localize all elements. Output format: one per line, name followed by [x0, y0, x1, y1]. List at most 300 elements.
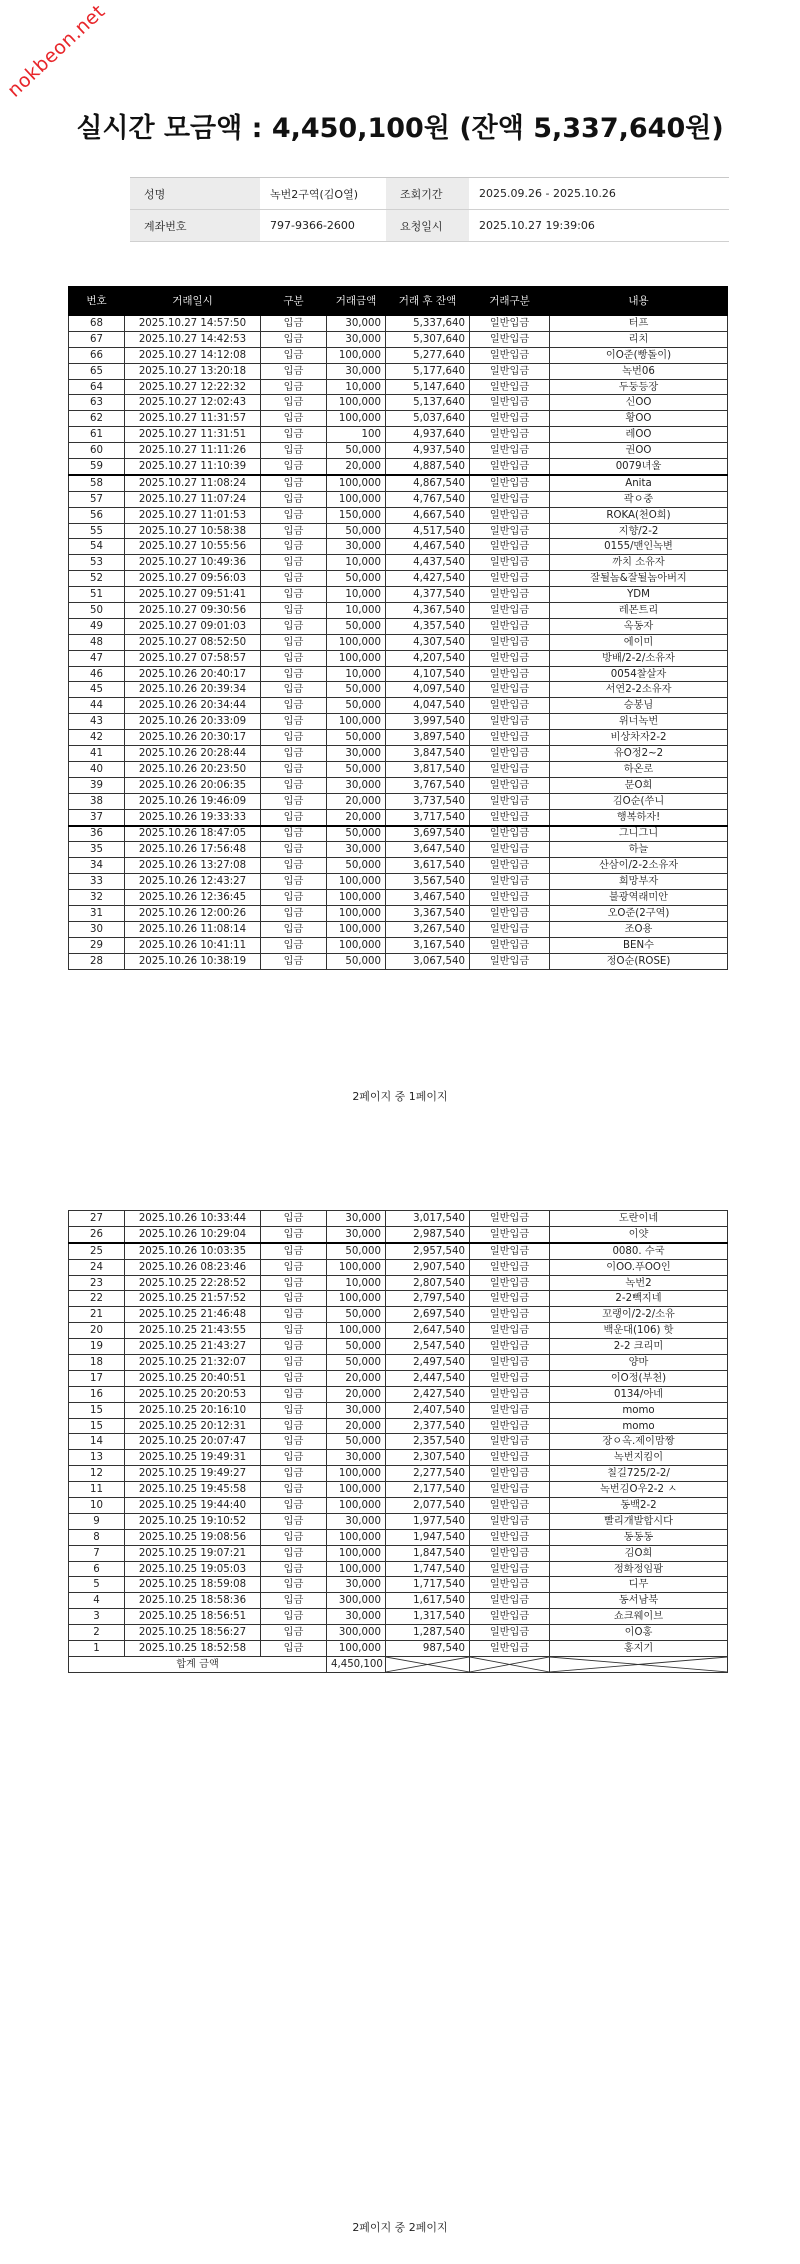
row-number: 45 [69, 682, 125, 698]
row-type: 입금 [261, 1243, 327, 1259]
table-row [69, 603, 728, 619]
row-number: 68 [69, 316, 125, 332]
row-datetime: 2025.10.26 20:28:44 [125, 746, 261, 762]
row-type: 입금 [261, 682, 327, 698]
row-amount: 100,000 [327, 890, 386, 906]
row-amount: 10,000 [327, 666, 386, 682]
row-number: 11 [69, 1482, 125, 1498]
table-row [69, 826, 728, 842]
row-number: 67 [69, 331, 125, 347]
header-number: 번호 [69, 287, 125, 316]
row-type: 입금 [261, 1498, 327, 1514]
row-amount: 30,000 [327, 1226, 386, 1242]
row-memo: 문O희 [550, 777, 728, 793]
row-datetime: 2025.10.25 22:28:52 [125, 1275, 261, 1291]
row-number: 27 [69, 1211, 125, 1227]
table-row [69, 634, 728, 650]
table-row [69, 507, 728, 523]
row-type: 입금 [261, 1402, 327, 1418]
row-memo: 도란이네 [550, 1211, 728, 1227]
row-number: 37 [69, 809, 125, 825]
table-row [69, 905, 728, 921]
row-category: 일반입금 [470, 347, 550, 363]
row-datetime: 2025.10.27 14:57:50 [125, 316, 261, 332]
row-balance: 2,177,540 [386, 1482, 470, 1498]
row-balance: 4,437,540 [386, 555, 470, 571]
row-balance: 2,407,540 [386, 1402, 470, 1418]
row-number: 42 [69, 730, 125, 746]
row-type: 입금 [261, 347, 327, 363]
row-type: 입금 [261, 459, 327, 475]
row-number: 20 [69, 1323, 125, 1339]
table-row [69, 746, 728, 762]
row-number: 12 [69, 1466, 125, 1482]
row-memo: 그니그니 [550, 826, 728, 842]
row-type: 입금 [261, 363, 327, 379]
row-memo: 불광역래미안 [550, 890, 728, 906]
row-datetime: 2025.10.26 17:56:48 [125, 842, 261, 858]
row-type: 입금 [261, 1355, 327, 1371]
row-category: 일반입금 [470, 1625, 550, 1641]
row-datetime: 2025.10.25 20:40:51 [125, 1370, 261, 1386]
row-category: 일반입금 [470, 650, 550, 666]
row-balance: 4,517,540 [386, 523, 470, 539]
row-type: 입금 [261, 1641, 327, 1657]
row-category: 일반입금 [470, 905, 550, 921]
name-label: 성명 [130, 178, 260, 210]
table-row [69, 937, 728, 953]
table-row [69, 475, 728, 491]
name-value: 녹번2구역(김O열) [260, 178, 386, 210]
row-datetime: 2025.10.25 19:44:40 [125, 1498, 261, 1514]
header-type: 구분 [261, 287, 327, 316]
row-memo: 에이미 [550, 634, 728, 650]
row-number: 30 [69, 921, 125, 937]
row-type: 입금 [261, 650, 327, 666]
row-category: 일반입금 [470, 921, 550, 937]
row-category: 일반입금 [470, 316, 550, 332]
row-number: 4 [69, 1593, 125, 1609]
table-row [69, 1275, 728, 1291]
total-label: 합계 금액 [69, 1656, 327, 1672]
table-row [69, 1561, 728, 1577]
row-number: 58 [69, 475, 125, 491]
table-row [69, 1323, 728, 1339]
row-amount: 20,000 [327, 1418, 386, 1434]
table-row [69, 443, 728, 459]
row-number: 49 [69, 618, 125, 634]
row-type: 입금 [261, 746, 327, 762]
table-row [69, 1291, 728, 1307]
row-category: 일반입금 [470, 746, 550, 762]
table-row [69, 921, 728, 937]
row-balance: 5,307,640 [386, 331, 470, 347]
row-memo: 까치 소유자 [550, 555, 728, 571]
row-balance: 4,377,540 [386, 587, 470, 603]
row-memo: 녹번06 [550, 363, 728, 379]
row-balance: 4,307,540 [386, 634, 470, 650]
row-balance: 3,647,540 [386, 842, 470, 858]
row-balance: 5,037,640 [386, 411, 470, 427]
row-category: 일반입금 [470, 475, 550, 491]
row-amount: 150,000 [327, 507, 386, 523]
row-amount: 100,000 [327, 1529, 386, 1545]
row-type: 입금 [261, 1625, 327, 1641]
row-balance: 1,617,540 [386, 1593, 470, 1609]
row-datetime: 2025.10.25 19:49:31 [125, 1450, 261, 1466]
row-category: 일반입금 [470, 1275, 550, 1291]
row-amount: 50,000 [327, 1307, 386, 1323]
row-category: 일반입금 [470, 555, 550, 571]
row-memo: 지향/2-2 [550, 523, 728, 539]
row-type: 입금 [261, 1577, 327, 1593]
row-category: 일반입금 [470, 1370, 550, 1386]
row-amount: 30,000 [327, 316, 386, 332]
row-balance: 2,797,540 [386, 1291, 470, 1307]
row-amount: 30,000 [327, 746, 386, 762]
request-value: 2025.10.27 19:39:06 [469, 210, 729, 242]
table-row [69, 874, 728, 890]
row-memo: 녹번2 [550, 1275, 728, 1291]
row-datetime: 2025.10.26 20:33:09 [125, 714, 261, 730]
row-category: 일반입금 [470, 1307, 550, 1323]
row-amount: 100,000 [327, 1545, 386, 1561]
row-balance: 3,267,540 [386, 921, 470, 937]
row-type: 입금 [261, 1545, 327, 1561]
row-amount: 100,000 [327, 411, 386, 427]
row-category: 일반입금 [470, 890, 550, 906]
row-category: 일반입금 [470, 1482, 550, 1498]
row-memo: 정화정임팜 [550, 1561, 728, 1577]
row-amount: 10,000 [327, 1275, 386, 1291]
row-type: 입금 [261, 443, 327, 459]
row-type: 입금 [261, 507, 327, 523]
row-amount: 100,000 [327, 1498, 386, 1514]
row-category: 일반입금 [470, 1418, 550, 1434]
row-category: 일반입금 [470, 507, 550, 523]
row-memo: 양마 [550, 1355, 728, 1371]
row-memo: 레몬트리 [550, 603, 728, 619]
row-memo: 산삼이/2-2소유자 [550, 858, 728, 874]
row-datetime: 2025.10.25 18:52:58 [125, 1641, 261, 1657]
header-balance: 거래 후 잔액 [386, 287, 470, 316]
table-row [69, 1355, 728, 1371]
row-category: 일반입금 [470, 761, 550, 777]
row-category: 일반입금 [470, 1434, 550, 1450]
row-category: 일반입금 [470, 777, 550, 793]
row-memo: 위너녹번 [550, 714, 728, 730]
account-value: 797-9366-2600 [260, 210, 386, 242]
row-category: 일반입금 [470, 698, 550, 714]
row-balance: 3,697,540 [386, 826, 470, 842]
row-type: 입금 [261, 1418, 327, 1434]
row-type: 입금 [261, 1307, 327, 1323]
row-datetime: 2025.10.26 19:33:33 [125, 809, 261, 825]
row-balance: 987,540 [386, 1641, 470, 1657]
row-datetime: 2025.10.25 19:08:56 [125, 1529, 261, 1545]
row-balance: 4,937,540 [386, 443, 470, 459]
row-amount: 100,000 [327, 347, 386, 363]
row-amount: 50,000 [327, 953, 386, 969]
row-category: 일반입금 [470, 363, 550, 379]
row-type: 입금 [261, 842, 327, 858]
row-category: 일반입금 [470, 491, 550, 507]
period-value: 2025.09.26 - 2025.10.26 [469, 178, 729, 210]
row-number: 28 [69, 953, 125, 969]
row-number: 34 [69, 858, 125, 874]
row-balance: 4,467,540 [386, 539, 470, 555]
row-memo: BEN수 [550, 937, 728, 953]
row-category: 일반입금 [470, 714, 550, 730]
row-number: 31 [69, 905, 125, 921]
row-amount: 50,000 [327, 1243, 386, 1259]
row-balance: 1,947,540 [386, 1529, 470, 1545]
row-datetime: 2025.10.27 11:07:24 [125, 491, 261, 507]
row-category: 일반입금 [470, 634, 550, 650]
total-value: 4,450,100 [327, 1656, 386, 1672]
row-memo: 이얏 [550, 1226, 728, 1242]
row-memo: 이O정(부천) [550, 1370, 728, 1386]
row-amount: 50,000 [327, 682, 386, 698]
row-category: 일반입금 [470, 842, 550, 858]
row-balance: 4,047,540 [386, 698, 470, 714]
row-number: 35 [69, 842, 125, 858]
table-row [69, 555, 728, 571]
row-category: 일반입금 [470, 411, 550, 427]
row-memo: 0134/아네 [550, 1386, 728, 1402]
row-memo: 꼬랭이/2-2/소유 [550, 1307, 728, 1323]
row-number: 14 [69, 1434, 125, 1450]
row-amount: 30,000 [327, 777, 386, 793]
row-datetime: 2025.10.26 20:30:17 [125, 730, 261, 746]
row-type: 입금 [261, 555, 327, 571]
row-datetime: 2025.10.25 21:43:27 [125, 1339, 261, 1355]
row-amount: 20,000 [327, 793, 386, 809]
row-balance: 4,767,540 [386, 491, 470, 507]
row-datetime: 2025.10.26 11:08:14 [125, 921, 261, 937]
row-balance: 4,937,640 [386, 427, 470, 443]
table-row [69, 1402, 728, 1418]
table-row [69, 379, 728, 395]
row-amount: 100,000 [327, 1482, 386, 1498]
row-memo: 홍지기 [550, 1641, 728, 1657]
row-category: 일반입금 [470, 1577, 550, 1593]
row-memo: 신OO [550, 395, 728, 411]
row-number: 63 [69, 395, 125, 411]
period-label: 조회기간 [386, 178, 469, 210]
row-datetime: 2025.10.27 07:58:57 [125, 650, 261, 666]
row-balance: 3,737,540 [386, 793, 470, 809]
row-datetime: 2025.10.27 09:56:03 [125, 571, 261, 587]
row-number: 61 [69, 427, 125, 443]
row-number: 50 [69, 603, 125, 619]
row-datetime: 2025.10.27 10:55:56 [125, 539, 261, 555]
row-number: 29 [69, 937, 125, 953]
row-category: 일반입금 [470, 1498, 550, 1514]
row-type: 입금 [261, 603, 327, 619]
row-balance: 2,357,540 [386, 1434, 470, 1450]
row-type: 입금 [261, 411, 327, 427]
row-type: 입금 [261, 491, 327, 507]
row-balance: 2,497,540 [386, 1355, 470, 1371]
row-datetime: 2025.10.27 12:02:43 [125, 395, 261, 411]
table-row [69, 1513, 728, 1529]
row-type: 입금 [261, 1561, 327, 1577]
row-number: 38 [69, 793, 125, 809]
row-number: 33 [69, 874, 125, 890]
row-category: 일반입금 [470, 874, 550, 890]
row-number: 47 [69, 650, 125, 666]
row-amount: 100,000 [327, 921, 386, 937]
row-amount: 100,000 [327, 650, 386, 666]
row-number: 6 [69, 1561, 125, 1577]
row-memo: 동동동 [550, 1529, 728, 1545]
row-memo: 이OO.푸OO인 [550, 1259, 728, 1275]
row-type: 입금 [261, 1593, 327, 1609]
row-balance: 3,567,540 [386, 874, 470, 890]
row-amount: 100,000 [327, 714, 386, 730]
row-memo: 곽ㅇ중 [550, 491, 728, 507]
row-datetime: 2025.10.26 10:33:44 [125, 1211, 261, 1227]
row-datetime: 2025.10.25 19:07:21 [125, 1545, 261, 1561]
table-row [69, 809, 728, 825]
row-category: 일반입금 [470, 809, 550, 825]
row-memo: 이O준(빵돌이) [550, 347, 728, 363]
row-datetime: 2025.10.26 20:34:44 [125, 698, 261, 714]
row-balance: 4,207,540 [386, 650, 470, 666]
row-type: 입금 [261, 1339, 327, 1355]
row-balance: 1,317,540 [386, 1609, 470, 1625]
table-row [69, 1625, 728, 1641]
row-balance: 1,747,540 [386, 1561, 470, 1577]
watermark: nokbeon.net [3, 0, 110, 102]
row-balance: 3,617,540 [386, 858, 470, 874]
row-amount: 10,000 [327, 555, 386, 571]
table-row [69, 1498, 728, 1514]
row-datetime: 2025.10.25 20:12:31 [125, 1418, 261, 1434]
row-type: 입금 [261, 714, 327, 730]
table-row [69, 698, 728, 714]
table-row [69, 618, 728, 634]
table-row [69, 1434, 728, 1450]
transactions-table-page2 [68, 1210, 728, 1673]
row-balance: 3,067,540 [386, 953, 470, 969]
row-amount: 100,000 [327, 1259, 386, 1275]
row-amount: 30,000 [327, 1450, 386, 1466]
row-category: 일반입금 [470, 587, 550, 603]
row-datetime: 2025.10.27 11:31:57 [125, 411, 261, 427]
row-type: 입금 [261, 905, 327, 921]
row-datetime: 2025.10.25 18:59:08 [125, 1577, 261, 1593]
row-type: 입금 [261, 316, 327, 332]
row-category: 일반입금 [470, 603, 550, 619]
row-balance: 3,817,540 [386, 761, 470, 777]
row-category: 일반입금 [470, 379, 550, 395]
table-row [69, 571, 728, 587]
table-row [69, 1450, 728, 1466]
row-category: 일반입금 [470, 443, 550, 459]
row-amount: 100,000 [327, 1641, 386, 1657]
row-memo: 방배/2-2/소유자 [550, 650, 728, 666]
row-number: 53 [69, 555, 125, 571]
row-number: 46 [69, 666, 125, 682]
row-type: 입금 [261, 793, 327, 809]
row-memo: 녹번김O우2-2 ㅅ [550, 1482, 728, 1498]
row-amount: 50,000 [327, 1434, 386, 1450]
row-datetime: 2025.10.26 12:00:26 [125, 905, 261, 921]
row-number: 64 [69, 379, 125, 395]
row-category: 일반입금 [470, 1226, 550, 1242]
row-memo: 2-2 크리미 [550, 1339, 728, 1355]
row-category: 일반입금 [470, 1211, 550, 1227]
row-category: 일반입금 [470, 1513, 550, 1529]
table-row [69, 1243, 728, 1259]
row-type: 입금 [261, 1259, 327, 1275]
row-balance: 5,137,640 [386, 395, 470, 411]
row-number: 51 [69, 587, 125, 603]
table-row [69, 714, 728, 730]
table-row [69, 331, 728, 347]
row-category: 일반입금 [470, 1529, 550, 1545]
row-datetime: 2025.10.26 20:23:50 [125, 761, 261, 777]
row-amount: 30,000 [327, 363, 386, 379]
row-balance: 2,547,540 [386, 1339, 470, 1355]
account-label: 계좌번호 [130, 210, 260, 242]
row-datetime: 2025.10.26 19:46:09 [125, 793, 261, 809]
row-category: 일반입금 [470, 1561, 550, 1577]
table-row [69, 682, 728, 698]
row-type: 입금 [261, 1211, 327, 1227]
row-category: 일반입금 [470, 1450, 550, 1466]
row-memo: 권OO [550, 443, 728, 459]
row-amount: 20,000 [327, 1386, 386, 1402]
row-memo: 황OO [550, 411, 728, 427]
row-number: 65 [69, 363, 125, 379]
row-number: 9 [69, 1513, 125, 1529]
row-balance: 1,847,540 [386, 1545, 470, 1561]
page-title: 실시간 모금액 : 4,450,100원 (잔액 5,337,640원) [76, 113, 724, 144]
row-memo: 하온로 [550, 761, 728, 777]
row-category: 일반입금 [470, 858, 550, 874]
row-number: 21 [69, 1307, 125, 1323]
header-datetime: 거래일시 [125, 287, 261, 316]
table-row [69, 842, 728, 858]
row-amount: 30,000 [327, 331, 386, 347]
row-memo: 장ㅇ옥.제이맘짱 [550, 1434, 728, 1450]
row-balance: 4,867,540 [386, 475, 470, 491]
row-memo: 0080. 수국 [550, 1243, 728, 1259]
table-row [69, 1529, 728, 1545]
row-type: 입금 [261, 937, 327, 953]
row-number: 22 [69, 1291, 125, 1307]
page1-rows [69, 316, 728, 970]
row-memo: 오O준(2구역) [550, 905, 728, 921]
row-amount: 30,000 [327, 539, 386, 555]
row-memo: 0079녀울 [550, 459, 728, 475]
row-balance: 3,767,540 [386, 777, 470, 793]
row-amount: 30,000 [327, 842, 386, 858]
row-category: 일반입금 [470, 523, 550, 539]
row-balance: 2,807,540 [386, 1275, 470, 1291]
row-amount: 30,000 [327, 1211, 386, 1227]
row-category: 일반입금 [470, 826, 550, 842]
row-datetime: 2025.10.27 12:22:32 [125, 379, 261, 395]
row-memo: 이O홍 [550, 1625, 728, 1641]
row-category: 일반입금 [470, 1339, 550, 1355]
row-datetime: 2025.10.26 20:39:34 [125, 682, 261, 698]
row-number: 40 [69, 761, 125, 777]
row-datetime: 2025.10.25 19:05:03 [125, 1561, 261, 1577]
